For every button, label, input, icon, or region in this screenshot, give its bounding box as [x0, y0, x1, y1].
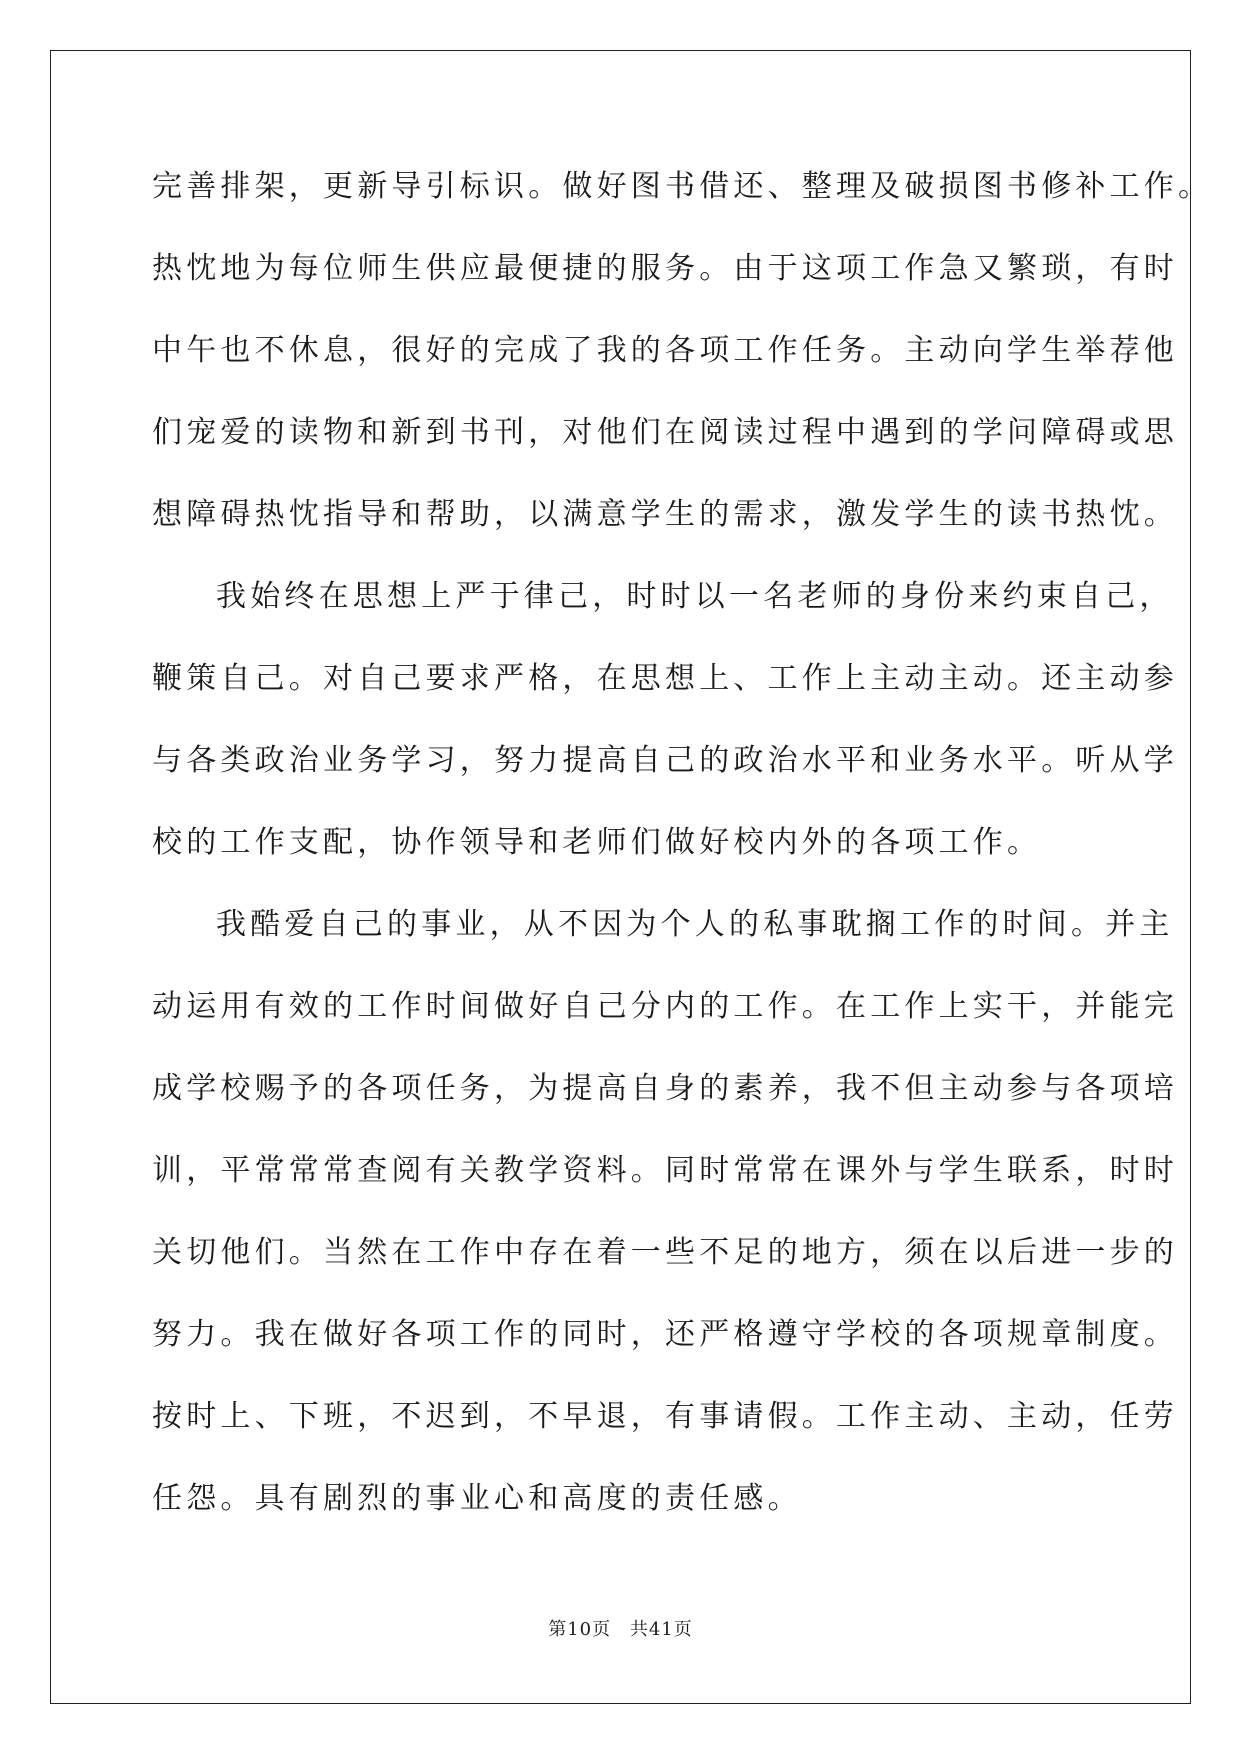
text-line: 关切他们。当然在工作中存在着一些不足的地方，须在以后进一步的 [152, 1235, 1178, 1270]
text-line: 动运用有效的工作时间做好自己分内的工作。在工作上实干，并能完 [152, 989, 1178, 1024]
page-total: 共41页 [629, 1619, 693, 1640]
document-body [152, 162, 1213, 1556]
text-line: 努力。我在做好各项工作的同时，还严格遵守学校的各项规章制度。 [152, 1317, 1178, 1352]
text-line: 想障碍热忱指导和帮助，以满意学生的需求，激发学生的读书热忱。 [152, 497, 1178, 532]
text-line: 中午也不休息，很好的完成了我的各项工作任务。主动向学生举荐他 [152, 333, 1178, 368]
text-line: 完善排架，更新导引标识。做好图书借还、整理及破损图书修补工作。 [152, 169, 1213, 204]
paragraph-first-line: 我始终在思想上严于律己，时时以一名老师的身份来约束自己， [216, 579, 1174, 614]
text-line: 训，平常常常查阅有关教学资料。同时常常在课外与学生联系，时时 [152, 1153, 1178, 1188]
text-line: 校的工作支配，协作领导和老师们做好校内外的各项工作。 [152, 825, 1042, 860]
text-line: 与各类政治业务学习，努力提高自己的政治水平和业务水平。听从学 [152, 743, 1178, 778]
text-line: 们宠爱的读物和新到书刊，对他们在阅读过程中遇到的学问障碍或思 [152, 415, 1178, 450]
text-line: 成学校赐予的各项任务，为提高自身的素养，我不但主动参与各项培 [152, 1071, 1178, 1106]
text-line: 热忱地为每位师生供应最便捷的服务。由于这项工作急又繁琐，有时 [152, 251, 1178, 286]
text-line: 任怨。具有剧烈的事业心和高度的责任感。 [152, 1481, 802, 1516]
page-footer [0, 1615, 1241, 1641]
text-line: 按时上、下班，不迟到，不早退，有事请假。工作主动、主动，任劳 [152, 1399, 1178, 1434]
text-line: 鞭策自己。对自己要求严格，在思想上、工作上主动主动。还主动参 [152, 661, 1178, 696]
paragraph-first-line: 我酷爱自己的事业，从不因为个人的私事耽搁工作的时间。并主 [216, 907, 1174, 942]
page-number: 第10页 [548, 1619, 612, 1640]
